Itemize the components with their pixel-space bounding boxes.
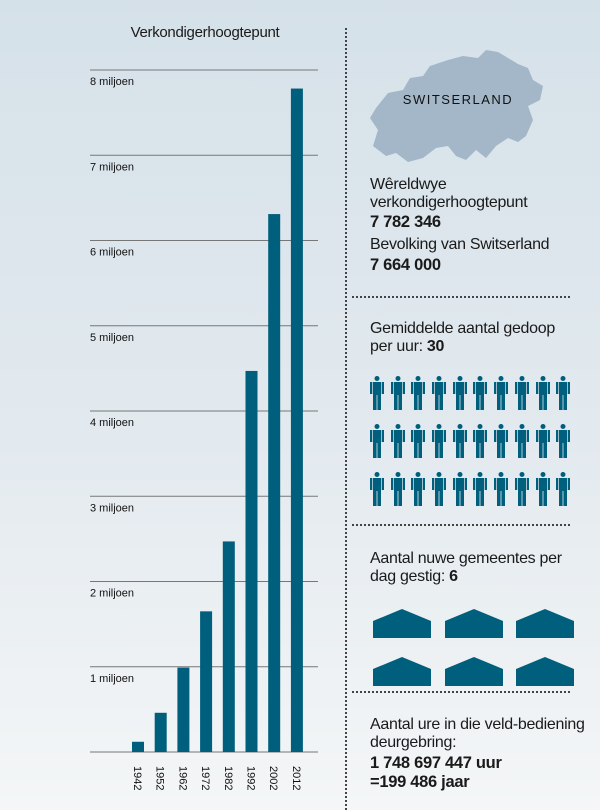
bar-1962 (177, 668, 189, 752)
person-icon (370, 424, 391, 463)
person-icon (556, 424, 577, 463)
y-tick-label: 3 miljoen (90, 502, 135, 515)
section-divider (352, 691, 570, 693)
people-pictogram (370, 376, 577, 511)
congregation-icon (445, 609, 517, 643)
person-icon (391, 376, 412, 415)
years-value: =199 486 jaar (370, 773, 470, 791)
y-tick-label: 2 miljoen (90, 587, 135, 600)
x-tick-label: 2012 (289, 766, 302, 791)
hours-value: 1 748 697 447 uur (370, 754, 502, 772)
person-icon (473, 424, 494, 463)
person-icon (536, 376, 557, 415)
x-tick-label: 1952 (153, 766, 166, 791)
x-tick-label: 1982 (221, 766, 234, 791)
bar-1982 (223, 541, 235, 752)
x-tick-label: 2002 (267, 766, 280, 791)
person-icon (432, 376, 453, 415)
bar-1992 (246, 371, 258, 752)
person-icon (473, 472, 494, 511)
bar-1942 (132, 742, 144, 752)
person-icon (494, 376, 515, 415)
section-divider (352, 524, 570, 526)
section-divider (352, 296, 570, 298)
baptism-stat (370, 320, 570, 356)
person-icon (556, 376, 577, 415)
person-icon (515, 472, 536, 511)
person-icon (391, 472, 412, 511)
switzerland-map (368, 38, 548, 168)
congregation-icon (516, 657, 588, 691)
peak-value: 7 782 346 (370, 213, 441, 231)
person-icon (411, 472, 432, 511)
person-icon (536, 424, 557, 463)
congregation-pictogram (373, 609, 588, 691)
y-tick-label: 5 miljoen (90, 331, 135, 344)
x-tick-label: 1962 (176, 766, 189, 791)
bar-1972 (200, 611, 212, 752)
bar-2012 (291, 89, 303, 752)
person-icon (515, 424, 536, 463)
y-tick-label: 6 miljoen (90, 246, 135, 259)
person-icon (432, 424, 453, 463)
bar-1952 (155, 713, 167, 752)
person-icon (411, 424, 432, 463)
person-icon (370, 376, 391, 415)
baptism-value: 30 (426, 338, 445, 355)
hours-label: Aantal ure in die veld-bediening deurgebring: (370, 716, 585, 751)
congregations-value: 6 (449, 568, 458, 585)
congregation-icon (445, 657, 517, 691)
person-icon (473, 376, 494, 415)
x-tick-label: 1942 (131, 766, 143, 791)
y-tick-label: 4 miljoen (90, 417, 135, 429)
person-icon (370, 472, 391, 511)
congregations-stat (370, 550, 570, 586)
x-tick-label: 1972 (199, 766, 212, 791)
person-icon (411, 376, 432, 415)
congregation-icon (373, 609, 445, 643)
map-label: SWITSERLAND (402, 92, 514, 107)
y-tick-label: 1 miljoen (90, 672, 135, 685)
person-icon (556, 472, 577, 511)
peak-label: Wêreldwye verkondigerhoogtepunt (370, 176, 528, 211)
bar-2002 (268, 214, 280, 752)
congregations-label: Aantal nuwe gemeentes per dag gestig: (370, 550, 562, 585)
population-value: 7 664 000 (370, 256, 441, 274)
person-icon (515, 376, 536, 415)
baptism-label: Gemiddelde aantal gedoop per uur: (370, 320, 555, 355)
person-icon (432, 472, 453, 511)
vertical-divider (345, 28, 347, 810)
person-icon (453, 424, 474, 463)
person-icon (453, 472, 474, 511)
y-tick-label: 7 miljoen (90, 161, 135, 174)
chart-title: Verkondigerhoogtepunt (130, 24, 280, 41)
person-icon (453, 376, 474, 415)
population-label: Bevolking van Switserland (370, 236, 550, 253)
person-icon (391, 424, 412, 463)
person-icon (494, 424, 515, 463)
congregation-icon (516, 609, 588, 643)
x-tick-label: 1992 (244, 766, 257, 791)
y-tick-label: 8 miljoen (90, 76, 135, 88)
person-icon (494, 472, 515, 511)
person-icon (536, 472, 557, 511)
congregation-icon (373, 657, 445, 691)
